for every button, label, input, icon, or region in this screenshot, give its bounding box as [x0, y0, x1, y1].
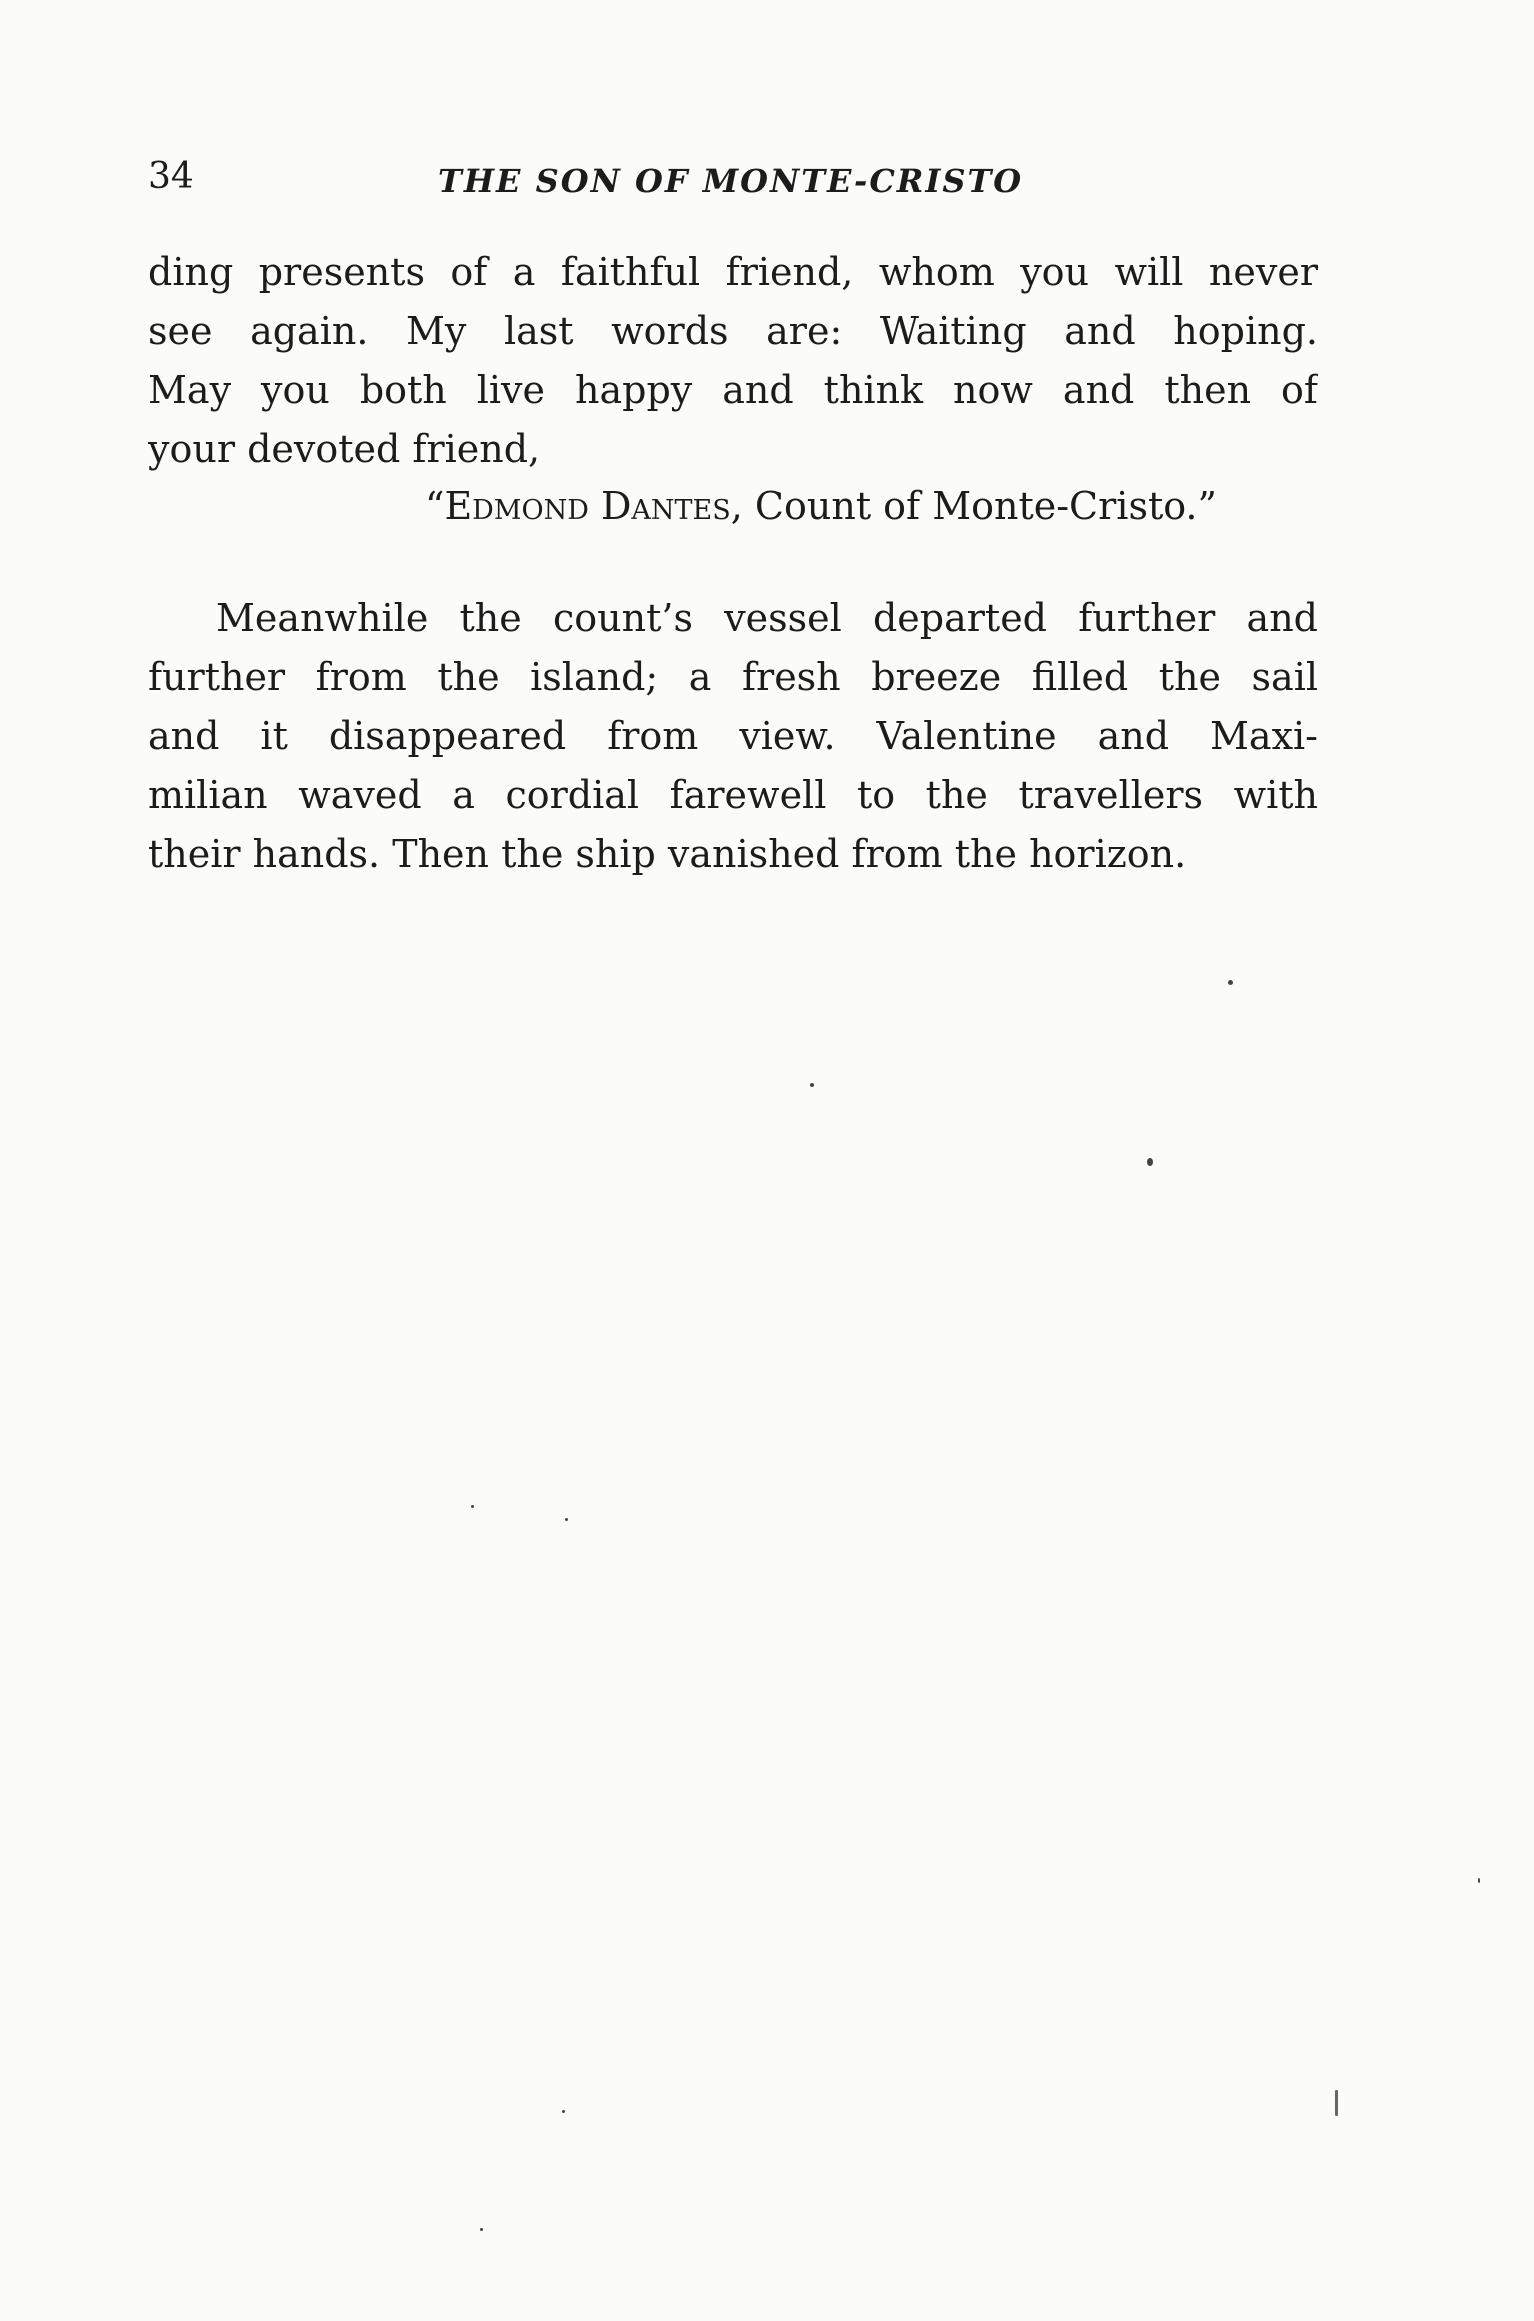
signature-open-quote: “	[425, 484, 445, 528]
text-line: your devoted friend,	[148, 427, 541, 471]
paper-speck	[562, 2110, 565, 2113]
text-line: milian waved a cordial farewell to the travellers with	[148, 773, 1318, 817]
paper-speck	[1335, 2090, 1338, 2116]
paper-speck	[810, 1083, 814, 1087]
text-line: Meanwhile the count’s vessel departed further and	[216, 596, 1318, 640]
text-line: May you both live happy and think now and then of	[148, 368, 1318, 412]
paper-speck	[1478, 1878, 1480, 1883]
text-line: and it disappeared from view. Valentine and Maxi-	[148, 714, 1318, 758]
page-number: 34	[148, 156, 194, 197]
letter-continuation	[148, 243, 1318, 479]
paper-speck	[1147, 1158, 1153, 1166]
signature-name: Edmond Dantes	[444, 484, 731, 528]
narrative-paragraph	[148, 589, 1318, 884]
text-line: ding presents of a faithful friend, whom you will never	[148, 250, 1318, 294]
text-line: further from the island; a fresh breeze filled the sail	[148, 655, 1318, 699]
running-title: THE SON OF MONTE-CRISTO	[438, 162, 1024, 200]
paper-speck	[1228, 980, 1233, 985]
paper-speck	[480, 2228, 483, 2231]
paper-speck	[565, 1518, 568, 1521]
running-head	[148, 150, 1318, 210]
text-line: their hands. Then the ship vanished from the horizon.	[148, 832, 1187, 876]
text-line: see again. My last words are: Waiting and hoping.	[148, 309, 1318, 353]
signature-title: , Count of Monte-Cristo.”	[730, 484, 1217, 528]
letter-signature	[425, 477, 1217, 536]
paper-speck	[471, 1505, 474, 1508]
